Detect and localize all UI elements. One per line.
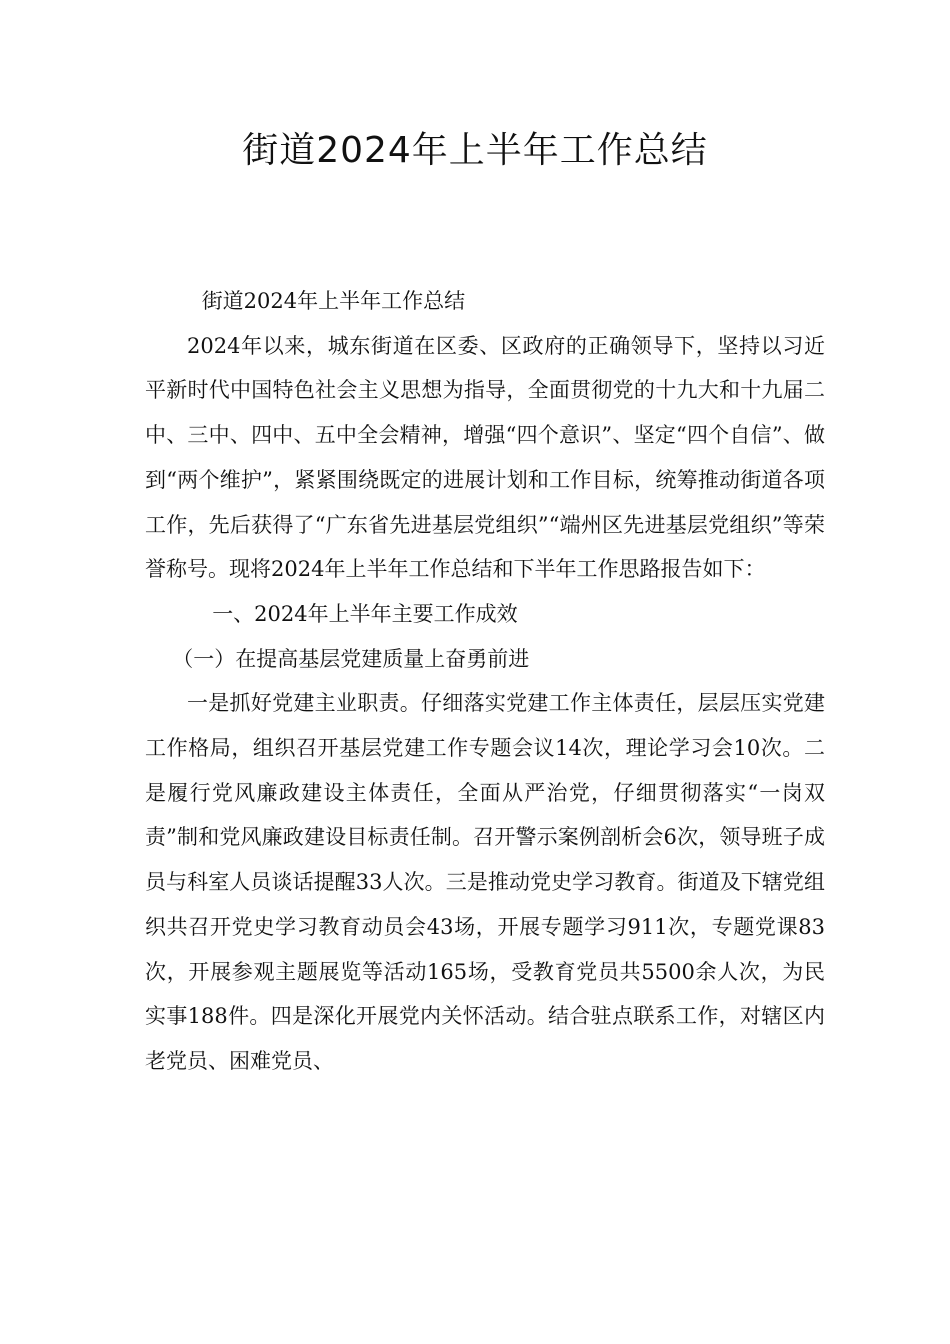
document-title: 街道2024年上半年工作总结 [242, 130, 708, 171]
document-body [145, 279, 825, 1084]
section-heading-2: （一）在提高基层党建质量上奋勇前进 [172, 646, 530, 671]
document-subtitle: 街道2024年上半年工作总结 [201, 289, 466, 313]
section-heading-1: 一、2024年上半年主要工作成效 [212, 601, 518, 626]
intro-paragraph: 2024年以来，城东街道在区委、区政府的正确领导下，坚持以习近平新时代中国特色社会主义思想为指导，全面贯彻党的十九大和十九届二中、三中、四中、五中全会精神，增强“四个意识”、坚定“四个自信”、做到“两个维护”，紧紧围绕既定的进展计划和工作目标，统筹推动街道各项工作，先后获得了“广东省先进基层党组织”“端州区先进基层党组织”等荣誉称号。现将2024年上半年工作总结和下半年工作思路报告如下： [145, 333, 825, 582]
body-paragraph: 一是抓好党建主业职责。仔细落实党建工作主体责任，层层压实党建工作格局，组织召开基层党建工作专题会议14次，理论学习会10次。二是履行党风廉政建设主体责任，全面从严治党，仔细贯彻落实“一岗双责”制和党风廉政建设目标责任制。召开警示案例剖析会6次，领导班子成员与科室人员谈话提醒33人次。三是推动党史学习教育。街道及下辖党组织共召开党史学习教育动员会43场，开展专题学习911次，专题党课83次，开展参观主题展览等活动165场，受教育党员共5500余人次，为民实事188件。四是深化开展党内关怀活动。结合驻点联系工作，对辖区内老党员、困难党员、 [145, 691, 825, 1073]
